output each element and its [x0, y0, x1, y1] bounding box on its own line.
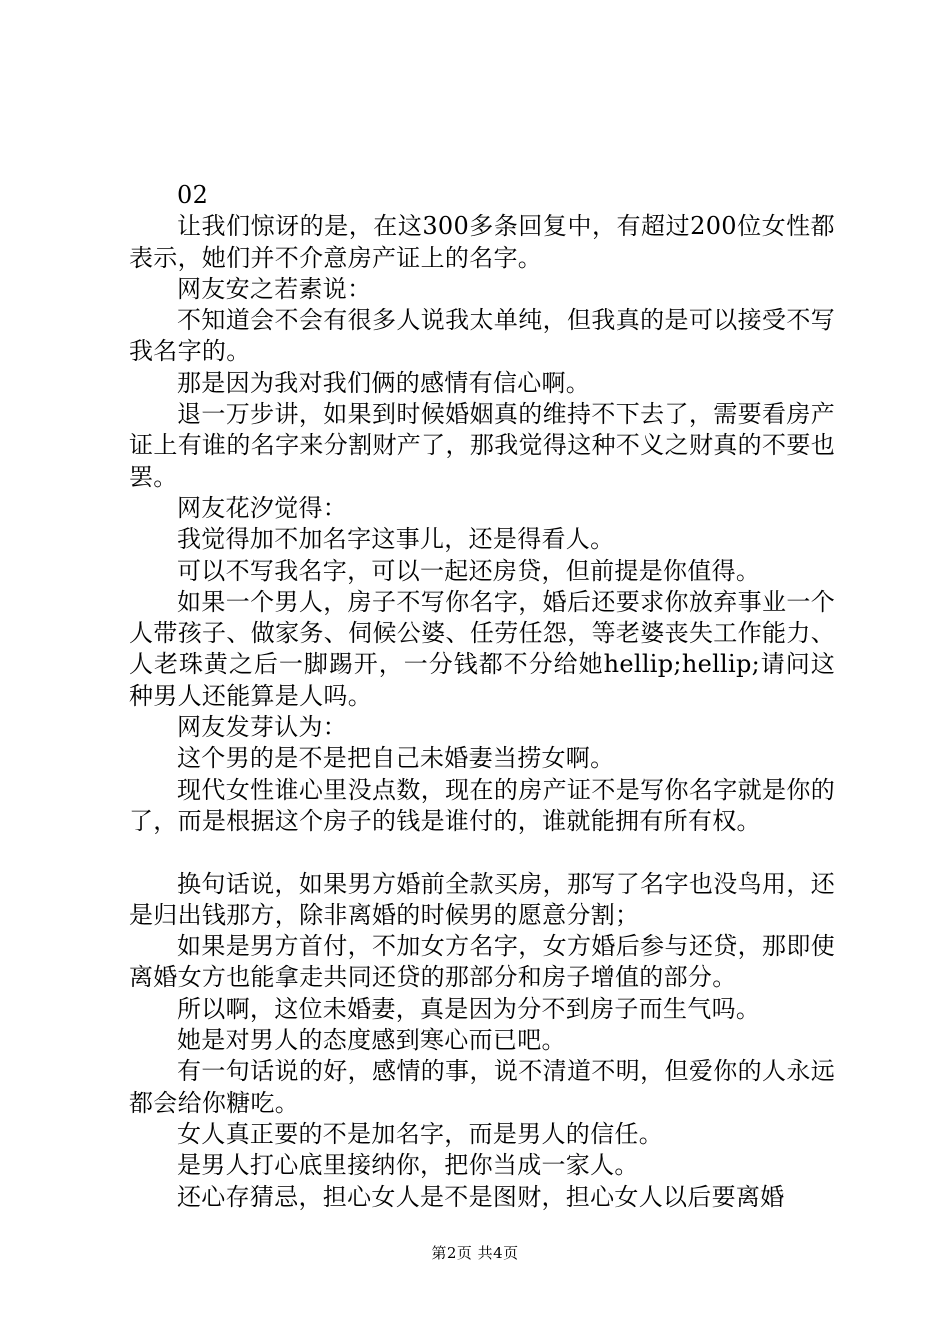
- page-footer: 第2页 共4页: [431, 1244, 519, 1262]
- body-paragraph: 如果是男方首付，不加女方名字，女方婚后参与还贷，那即使离婚女方也能拿走共同还贷的那部分和房子增值的部分。: [129, 932, 835, 992]
- body-paragraph: 那是因为我对我们俩的感情有信心啊。: [177, 368, 591, 397]
- body-paragraph: 所以啊，这位未婚妻，真是因为分不到房子而生气吗。: [177, 994, 761, 1023]
- body-paragraph: 我觉得加不加名字这事儿，还是得看人。: [177, 525, 615, 554]
- section-number: 02: [177, 181, 209, 209]
- body-paragraph: 现代女性谁心里没点数，现在的房产证不是写你名字就是你的了，而是根据这个房子的钱是谁付的，谁就能拥有所有权。: [129, 775, 835, 835]
- body-paragraph: 有一句话说的好，感情的事，说不清道不明，但爱你的人永远都会给你糖吃。: [129, 1057, 835, 1117]
- body-paragraph: 让我们惊讶的是，在这300多条回复中，有超过200位女性都表示，她们并不介意房产证上的名字。: [129, 212, 835, 272]
- body-paragraph: 不知道会不会有很多人说我太单纯，但我真的是可以接受不写我名字的。: [129, 306, 835, 366]
- body-paragraph: 是男人打心底里接纳你，把你当成一家人。: [177, 1151, 639, 1180]
- body-paragraph: 可以不写我名字，可以一起还房贷，但前提是你值得。: [177, 556, 761, 585]
- body-paragraph: 网友发芽认为：: [177, 713, 348, 742]
- body-paragraph: 这个男的是不是把自己未婚妻当捞女啊。: [177, 744, 615, 773]
- document-body: [129, 180, 835, 1213]
- body-paragraph: 女人真正要的不是加名字，而是男人的信任。: [177, 1119, 663, 1148]
- body-paragraph: 网友花汐觉得：: [177, 493, 348, 522]
- body-paragraph: 如果一个男人，房子不写你名字，婚后还要求你放弃事业一个人带孩子、做家务、伺候公婆、任劳任怨，等老婆丧失工作能力、人老珠黄之后一脚踢开，一分钱都不分给她hellip;hellip;请问这种男人还能算是人吗。: [129, 587, 835, 710]
- body-paragraph: 退一万步讲，如果到时候婚姻真的维持不下去了，需要看房产证上有谁的名字来分割财产了，那我觉得这种不义之财真的不要也罢。: [129, 400, 835, 491]
- body-paragraph: 网友安之若素说：: [177, 274, 372, 303]
- body-paragraph: 还心存猜忌，担心女人是不是图财，担心女人以后要离婚: [177, 1182, 785, 1211]
- body-paragraph: 她是对男人的态度感到寒心而已吧。: [177, 1026, 566, 1055]
- blank-line: [129, 837, 835, 868]
- body-paragraph: 换句话说，如果男方婚前全款买房，那写了名字也没鸟用，还是归出钱那方，除非离婚的时候男的愿意分割；: [129, 869, 835, 929]
